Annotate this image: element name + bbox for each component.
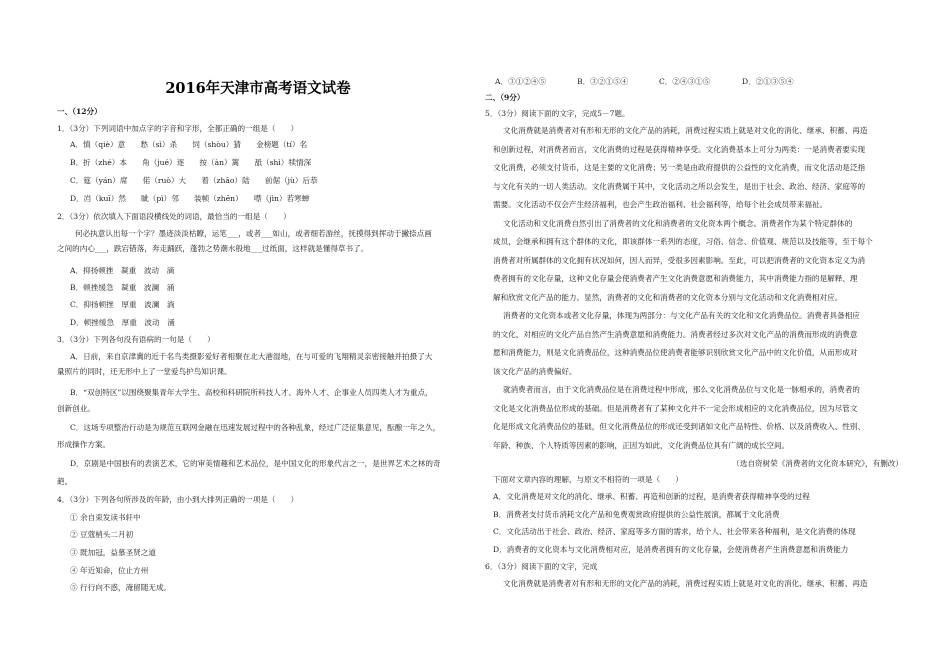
passage-line: 文化消费，必须支付货币，这是主要的文化消费；另一类是由政府提供的公益性的文化消费，而文化活动是泛指 <box>493 163 866 172</box>
q5-option-a: A．文化消费是对文化的消化、继承、积蓄、再造和创新的过程，是消费者获得精神享受的过程 <box>493 492 810 501</box>
question-4-stem: 4．（3分）下列各句所涉及的年龄，由小到大排列正确的一项是（ ） <box>57 495 299 504</box>
q1-option-b: B．折（zhé）本 角（jué）逐 按（àn）篱 舐（shì）犊情深 <box>70 158 312 167</box>
q1-option-a: A．慎（qiè）意 愁（sì）杀 饲（shòu）猜 金榜题（tí）名 <box>70 140 308 149</box>
q4-option-c: C．②④③①⑤ <box>659 77 711 86</box>
q4-option-b: B．③②①⑤④ <box>577 77 629 86</box>
passage-line: 需要。文化活动不仅会产生经济福利，也会产生政治福利、社会福利等，给每个社会成员带来福祉。 <box>493 200 828 209</box>
q2-option-b: B．顿挫缓急 凝重 波澜 涌 <box>70 283 175 292</box>
passage-line: 文化活动和文化消费自然引出了消费者的文化和消费者的文化资本两个概念。消费者作为某个特定群体的 <box>503 219 853 228</box>
passage-line: 该文化产品的消费偏好。 <box>493 367 577 376</box>
q2-option-c: C．抑扬顿挫 厚重 波澜 淌 <box>70 300 175 309</box>
q3-option-d-cont: 葩。 <box>57 477 73 486</box>
passage-line: 文化是文化消费品位形成的基础。但是消费者有了某种文化并不一定会形成相应的文化消费品位，因为尽管文 <box>493 404 858 413</box>
q3-option-a-cont: 量照片的同时，还无形中上了一堂爱鸟护鸟知识课。 <box>57 367 232 376</box>
q2-option-a: A．抑扬顿挫 凝重 波动 滴 <box>70 266 175 275</box>
q3-option-c: C．这场专项整治行动是为规范互联网金融在迅速发展过程中的各种乱象，经过广泛征集意见，酝酿一年之久， <box>70 423 441 432</box>
q3-option-a: A．日前，来自京津冀的近千名鸟类摄影爱好者相聚在北大港湿地，在与可爱的飞翔精灵亲密接触并拍摄了大 <box>70 352 433 361</box>
q1-option-c: C．筵（yán）席 偌（ruò）大 着（zhāo）陆 前倨（jù）后恭 <box>70 176 318 185</box>
passage-line: 就消费者而言，由于文化消费品位是在消费过程中形成，那么文化消费品位与文化是一脉相承的，消费者的 <box>503 385 860 394</box>
section-2-heading: 二、（9分） <box>485 93 525 102</box>
q2-option-d: D．顿挫缓急 厚重 波动 涌 <box>70 318 175 327</box>
passage-line: 化是形成文化消费品位的基础，但文化消费品位的形成还受到诸如文化产品特性、价格、以及消费收入、性别、 <box>493 422 866 431</box>
q5-instruction: 下面对文章内容的理解，与原文不相符的一项是（ ） <box>493 475 683 484</box>
passage-line: 愿和消费能力，则是文化消费品位，这种消费品位使消费者能够识别欣赏文化产品中的文化价值，从而形成对 <box>493 348 858 357</box>
passage-line: 费者拥有的文化存量，这种文化存量会使消费者产生文化消费意愿和消费能力，其中消费能力指的是解释、理 <box>493 274 858 283</box>
question-3-stem: 3．（3分）下列各句没有语病的一句是（ ） <box>57 335 215 344</box>
passage-line: 和创新过程，对消费者而言，文化消费的过程是获得精神享受。文化消费基本上可分为两类：一是消费者要实现 <box>493 145 866 154</box>
source-citation: （选自资树荣《消费者的文化资本研究》，有删改） <box>732 459 903 468</box>
page-title: 2016年天津市高考语文试卷 <box>165 80 351 97</box>
q4-item-5: ⑤ 行行向不惑，淹留随无成。 <box>70 583 172 592</box>
q4-option-a: A．③①②④⑤ <box>495 77 547 86</box>
question-6-stem: 6．（3分）阅读下面的文字，完成 <box>485 562 598 571</box>
q5-option-c: C．文化活动出于社会、政治、经济、家庭等多方面的需求，给个人、社会带来各种福利，是文化消费的体现 <box>493 527 856 536</box>
passage-line: 成员，会继承和拥有这个群体的文化，即该群体一系列的态度，习俗、信念、价值观、规范以及技能等，至于每个 <box>493 237 873 246</box>
passage-line: 消费者的文化资本或者文化存量，体现为两部分：与文化产品有关的文化和文化消费品位。消费者具备相应 <box>503 311 860 320</box>
q4-option-d: D．②①③⑤④ <box>742 77 794 86</box>
passage-line: 解和欣赏文化产品的能力。显然，消费者的文化和消费者的文化资本分别与文化活动和文化消费相对应。 <box>493 293 843 302</box>
section-1-heading: 一、（12分） <box>57 107 102 116</box>
passage-line: 文化消费就是消费者对有形和无形的文化产品的消耗，消费过程实质上就是对文化的消化、继承、积蓄、再造 <box>503 579 868 588</box>
question-2-stem: 2．（3分）依次填入下面语段横线处的词语，最恰当的一组是（ ） <box>57 212 291 221</box>
q3-option-b-cont: 创新创业。 <box>57 404 95 413</box>
q4-item-3: ③ 既加冠，益慕圣贤之道 <box>70 548 156 557</box>
q3-option-b: B．“双创特区”以围绕聚集青年大学生、高校和科研院所科技人才、海外人才、企事业人员四类人才为重点， <box>70 388 433 397</box>
q5-option-d: D．消费者的文化资本与文化消费相对应，是消费者拥有的文化存量，会使消费者产生消费意愿和消费能力 <box>493 545 849 554</box>
q2-passage-line: 何必执意认出每一个字？墨迹淡淡枯瞭，运笔___，或者___如山，或者细若游丝，抚摸得到挥动于撇捺点画 <box>75 229 432 238</box>
q3-option-c-cont: 形成操作方案。 <box>57 440 111 449</box>
q5-option-b: B．消费者支付货币消耗文化产品和免费观赏政府提供的公益性展演，都属于文化消费 <box>493 510 780 519</box>
q4-item-2: ② 豆蔻梢头二月初 <box>70 530 134 539</box>
passage-line: 消费者对所属群体的文化拥有状况如何，因人而异，受很多因素影响。至此，可以把消费者的文化资本定义为消 <box>493 256 866 265</box>
passage-line: 与文化有关的一切人类活动。文化消费属于其中，文化活动之所以会发生，是出于社会、政治、经济、家庭等的 <box>493 182 866 191</box>
q2-passage-line: 之间的内心___，跌宕错落，奔走踊跃，蓬勃之势潮水般地___过纸面，这样就是懂得草书了。 <box>57 244 369 253</box>
question-5-stem: 5．（3分）阅读下面的文字，完成5－7题。 <box>485 109 630 118</box>
q1-option-d: D．岿（kuī）然 眦（pì）邻 装帧（zhēn） 噤（jìn）若寒蝉 <box>70 194 310 203</box>
q3-option-d: D．京剧是中国独有的表演艺术，它的审美情趣和艺术品位，是中国文化的形象代言之一，是世界艺术之林的奇 <box>70 459 441 468</box>
passage-line: 年龄、种族、个人特质等因素的影响，正因为如此，文化消费品位具有广阔的成长空间。 <box>493 441 790 450</box>
passage-line: 的文化，对相应的文化产品自然产生消费意愿和消费能力。消费者经过多次对文化产品的消费而形成的消费意 <box>493 330 858 339</box>
q4-item-4: ④ 年近知命，位止方州 <box>70 566 149 575</box>
passage-line: 文化消费就是消费者对有形和无形的文化产品的消耗，消费过程实质上就是对文化的消化、继承、积蓄、再造 <box>503 126 868 135</box>
question-1-stem: 1．（3分）下列词语中加点字的字音和字形，全都正确的一组是（ ） <box>57 124 299 133</box>
q4-item-1: ① 余自束发读书轩中 <box>70 513 141 522</box>
